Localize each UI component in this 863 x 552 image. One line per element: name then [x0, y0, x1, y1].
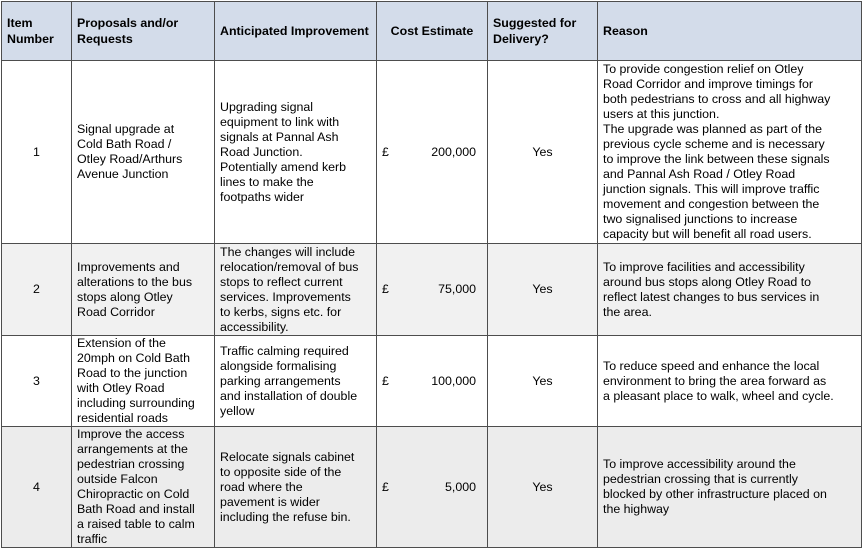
- header-reason: Reason: [598, 2, 862, 61]
- table-row: [2, 427, 862, 548]
- improvement-cell: The changes will include relocation/removal of bus stops to reflect current services. Improvements to kerbs, signs etc. for accessibility.: [215, 244, 377, 336]
- proposals-table: [1, 1, 862, 548]
- proposal-cell: Improve the access arrangements at the pedestrian crossing outside Falcon Chiropractic on Cold Bath Road and install a raised table to calm traffic: [72, 427, 215, 548]
- currency-symbol: £: [382, 479, 389, 494]
- header-improvement: Anticipated Improvement: [215, 2, 377, 61]
- reason-cell: To improve accessibility around the pedestrian crossing that is currently blocked by other infrastructure placed on the highway: [598, 427, 862, 548]
- table-row: [2, 61, 862, 244]
- proposal-cell: Improvements and alterations to the bus stops along Otley Road Corridor: [72, 244, 215, 336]
- currency-symbol: £: [382, 144, 389, 159]
- item-number: 1: [2, 61, 72, 244]
- cost-cell: [377, 244, 488, 336]
- item-number: 4: [2, 427, 72, 548]
- cost-cell: [377, 336, 488, 427]
- currency-symbol: £: [382, 282, 389, 296]
- cost-value: 5,000: [444, 479, 476, 494]
- delivery-cell: Yes: [488, 427, 598, 548]
- cost-value: 75,000: [438, 282, 476, 296]
- proposal-cell: Signal upgrade at Cold Bath Road / Otley Road/Arthurs Avenue Junction: [72, 61, 215, 244]
- improvement-cell: Relocate signals cabinet to opposite side of the road where the pavement is wider including the refuse bin.: [215, 427, 377, 548]
- cost-value: 100,000: [431, 373, 476, 388]
- table-row: [2, 336, 862, 427]
- header-proposals: Proposals and/or Requests: [72, 2, 215, 61]
- table-row: [2, 244, 862, 336]
- header-cost: Cost Estimate: [377, 2, 488, 61]
- cost-value: 200,000: [431, 144, 476, 159]
- delivery-cell: Yes: [488, 244, 598, 336]
- proposal-cell: Extension of the 20mph on Cold Bath Road to the junction with Otley Road including surrounding residential roads: [72, 336, 215, 427]
- reason-cell: To improve facilities and accessibility around bus stops along Otley Road to reflect latest changes to bus services in the area.: [598, 244, 862, 336]
- cost-cell: [377, 427, 488, 548]
- delivery-cell: Yes: [488, 61, 598, 244]
- reason-cell: To reduce speed and enhance the local environment to bring the area forward as a pleasant place to walk, wheel and cycle.: [598, 336, 862, 427]
- item-number: 2: [2, 244, 72, 336]
- header-row: [2, 2, 862, 61]
- item-number: 3: [2, 336, 72, 427]
- delivery-cell: Yes: [488, 336, 598, 427]
- reason-cell: To provide congestion relief on Otley Road Corridor and improve timings for both pedestrians to cross and all highway users at this junction. The upgrade was planned as part of the previous cycle scheme and is necessary to improve the link between these signals and Pannal Ash Road / Otley Road junction signals. This will improve traffic movement and congestion between the two signalised junctions to increase capacity but will benefit all road users.: [598, 61, 862, 244]
- header-delivery: Suggested for Delivery?: [488, 2, 598, 61]
- improvement-cell: Upgrading signal equipment to link with signals at Pannal Ash Road Junction. Potentially amend kerb lines to make the footpaths wider: [215, 61, 377, 244]
- cost-cell: [377, 61, 488, 244]
- header-item-number: Item Number: [2, 2, 72, 61]
- currency-symbol: £: [382, 373, 389, 388]
- improvement-cell: Traffic calming required alongside formalising parking arrangements and installation of double yellow: [215, 336, 377, 427]
